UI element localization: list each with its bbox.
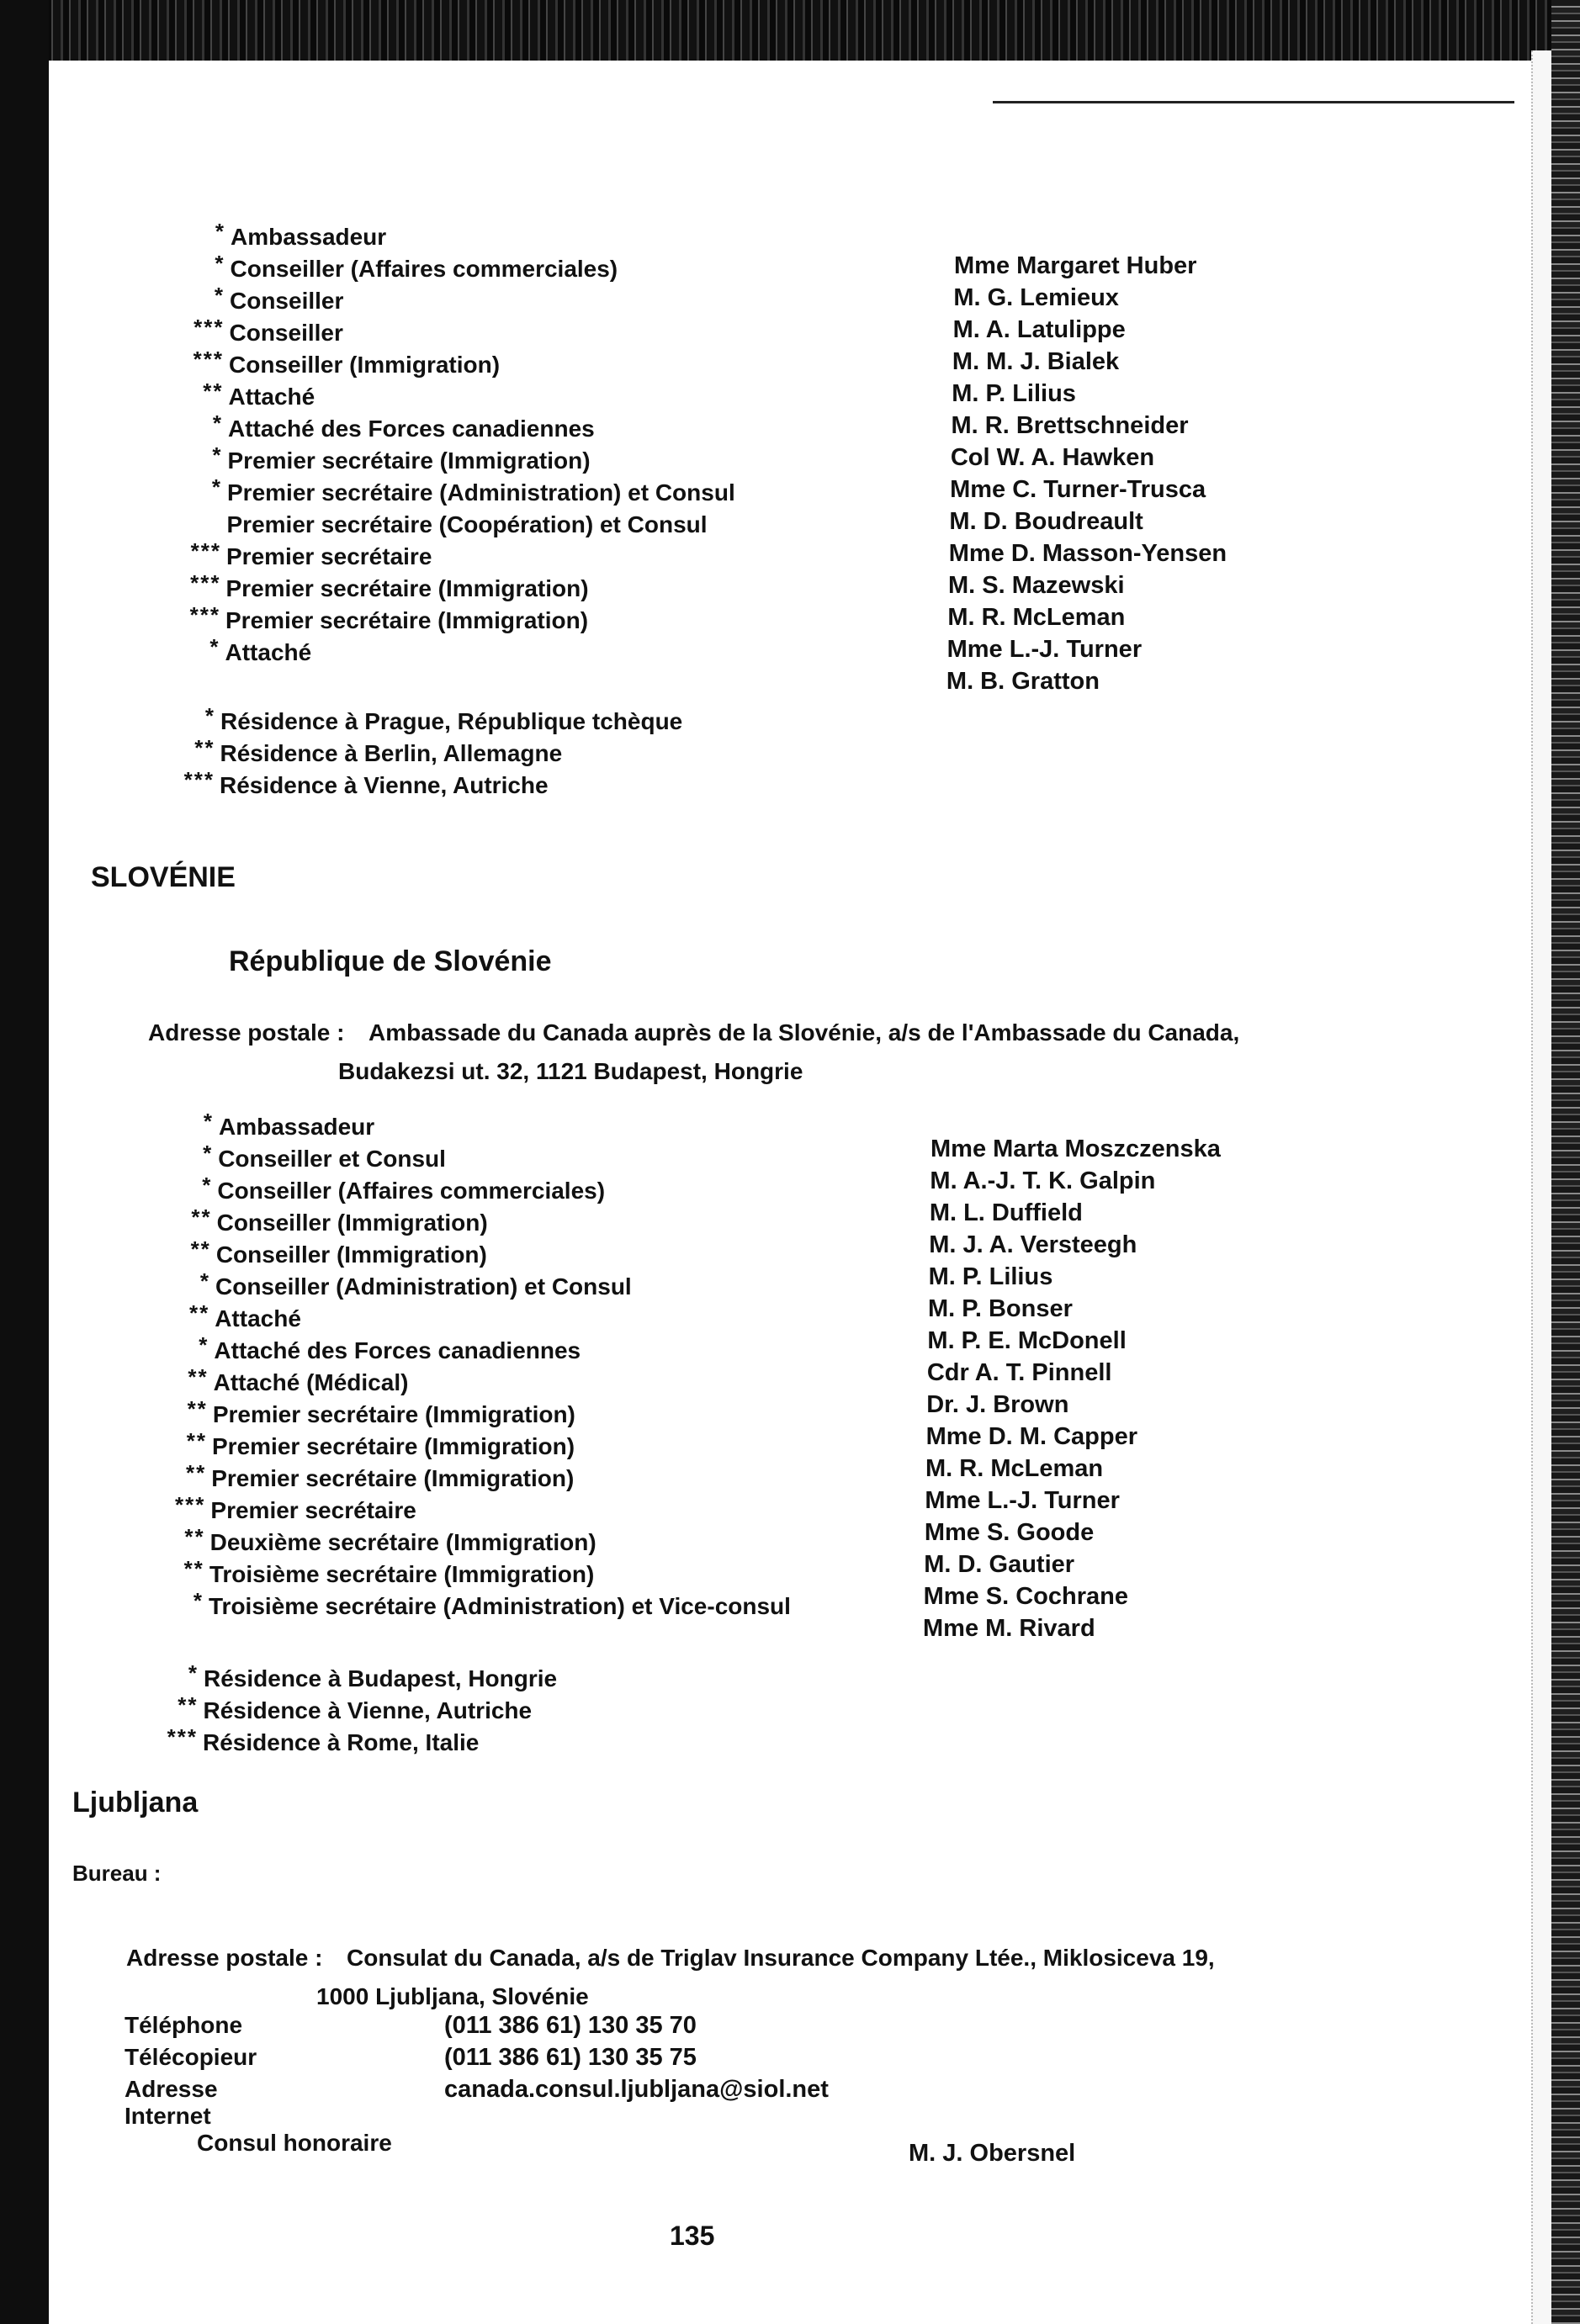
residence-marker: * bbox=[202, 1173, 213, 1198]
staff-title: Conseiller (Immigration) bbox=[215, 1241, 487, 1268]
honorary-consul-title: Consul honoraire bbox=[197, 2130, 392, 2156]
residence-text: Résidence à Berlin, Allemagne bbox=[220, 740, 563, 766]
postal-address-line1: Ambassade du Canada auprès de la Slovénie, a/s de l'Ambassade du Canada, bbox=[368, 1019, 1240, 1046]
residence-text: Résidence à Budapest, Hongrie bbox=[204, 1665, 558, 1691]
staff-name: Mme D. M. Capper bbox=[925, 1423, 1137, 1450]
consulate-postal-line2: 1000 Ljubljana, Slovénie bbox=[316, 1983, 589, 2009]
staff-name: M. P. Bonser bbox=[928, 1295, 1073, 1322]
scan-border-left bbox=[0, 0, 49, 2324]
staff-title: Ambassadeur bbox=[219, 1114, 375, 1140]
staff-name: M. R. Brettschneider bbox=[951, 412, 1189, 439]
staff-name: Mme S. Goode bbox=[924, 1519, 1095, 1546]
residence-marker: *** bbox=[167, 1724, 198, 1750]
residence-marker: ** bbox=[190, 1236, 211, 1262]
staff-title: Premier secrétaire (Immigration) bbox=[212, 1433, 575, 1459]
document-page bbox=[49, 61, 1504, 2323]
postal-address-label: Adresse postale : bbox=[148, 1019, 345, 1046]
staff-name: Mme M. Rivard bbox=[923, 1615, 1095, 1642]
residence-marker: *** bbox=[193, 347, 224, 372]
residence-marker: * bbox=[209, 634, 220, 659]
staff-name: M. P. Lilius bbox=[928, 1263, 1053, 1290]
residence-marker: *** bbox=[189, 602, 220, 627]
staff-title: Conseiller (Immigration) bbox=[216, 1210, 488, 1236]
residence-marker: * bbox=[215, 251, 225, 276]
residence-text: Résidence à Vienne, Autriche bbox=[203, 1697, 533, 1723]
country-heading: SLOVÉNIE bbox=[91, 861, 236, 893]
staff-name: M. R. McLeman bbox=[947, 604, 1126, 631]
staff-name: M. G. Lemieux bbox=[953, 284, 1119, 311]
staff-title: Troisième secrétaire (Administration) et Vice-consul bbox=[209, 1593, 791, 1619]
residence-marker: ** bbox=[186, 1428, 207, 1453]
city-heading: Ljubljana bbox=[72, 1787, 199, 1818]
staff-name: Col W. A. Hawken bbox=[950, 444, 1155, 471]
staff-name: M. B. Gratton bbox=[946, 668, 1100, 695]
residence-marker: ** bbox=[185, 1460, 207, 1485]
staff-title: Attaché bbox=[225, 639, 312, 665]
residence-marker: ** bbox=[194, 735, 215, 760]
staff-title: Conseiller et Consul bbox=[218, 1146, 446, 1172]
staff-name: M. R. McLeman bbox=[925, 1455, 1104, 1482]
residence-marker: *** bbox=[194, 315, 225, 340]
staff-title: Attaché bbox=[228, 384, 315, 410]
residence-text: Résidence à Rome, Italie bbox=[203, 1729, 480, 1755]
staff-name-list bbox=[923, 1136, 1221, 1647]
residence-marker: * bbox=[212, 410, 223, 436]
residence-marker: *** bbox=[190, 538, 221, 564]
residence-marker: ** bbox=[183, 1556, 204, 1581]
staff-name: Mme Marta Moszczenska bbox=[931, 1136, 1221, 1162]
staff-name: M. M. J. Bialek bbox=[952, 348, 1120, 375]
staff-title: Premier secrétaire bbox=[210, 1497, 416, 1523]
honorary-consul-name: M. J. Obersnel bbox=[909, 2140, 1076, 2167]
residence-marker: * bbox=[214, 283, 225, 308]
staff-name: M. A. Latulippe bbox=[952, 316, 1126, 343]
staff-name: Mme C. Turner-Trusca bbox=[950, 476, 1206, 503]
residence-marker: * bbox=[193, 1588, 204, 1613]
staff-title: Conseiller (Administration) et Consul bbox=[215, 1273, 632, 1300]
staff-title: Conseiller (Affaires commerciales) bbox=[230, 256, 618, 282]
staff-name: Mme D. Masson-Yensen bbox=[948, 540, 1227, 567]
staff-title: Premier secrétaire (Administration) et Consul bbox=[227, 479, 735, 506]
fax-value: (011 386 61) 130 35 75 bbox=[444, 2044, 697, 2071]
staff-name: M. A.-J. T. K. Galpin bbox=[930, 1167, 1156, 1194]
staff-name: Mme S. Cochrane bbox=[923, 1583, 1128, 1610]
residence-marker: * bbox=[212, 442, 223, 468]
staff-title: Ambassadeur bbox=[231, 224, 387, 250]
residence-marker: *** bbox=[183, 767, 215, 792]
residence-marker: * bbox=[204, 703, 215, 728]
consulate-postal-label: Adresse postale : bbox=[126, 1945, 323, 1971]
staff-title: Troisième secrétaire (Immigration) bbox=[209, 1561, 595, 1587]
bureau-label: Bureau : bbox=[72, 1861, 162, 1886]
page-number: 135 bbox=[670, 2221, 715, 2251]
internet-label: Adresse Internet bbox=[125, 2076, 218, 2129]
phone-value: (011 386 61) 130 35 70 bbox=[444, 2012, 697, 2039]
residence-marker: * bbox=[203, 1141, 214, 1166]
consulate-postal-line1: Consulat du Canada, a/s de Triglav Insurance Company Ltée., Miklosiceva 19, bbox=[347, 1945, 1215, 1971]
staff-name: M. L. Duffield bbox=[929, 1199, 1083, 1226]
staff-title: Premier secrétaire (Immigration) bbox=[212, 1401, 575, 1427]
residence-marker: ** bbox=[178, 1692, 199, 1718]
fax-label: Télécopieur bbox=[125, 2044, 257, 2070]
staff-title: Deuxième secrétaire (Immigration) bbox=[209, 1529, 596, 1555]
residence-marker: * bbox=[215, 219, 225, 244]
staff-title: Premier secrétaire bbox=[226, 543, 432, 569]
internet-value: canada.consul.ljubljana@siol.net bbox=[444, 2076, 829, 2103]
staff-title: Conseiller (Immigration) bbox=[229, 352, 501, 378]
staff-title: Premier secrétaire (Coopération) et Consul bbox=[226, 511, 708, 537]
residence-marker: ** bbox=[188, 1300, 210, 1326]
residence-marker: ** bbox=[191, 1204, 212, 1230]
residence-marker: ** bbox=[203, 379, 224, 404]
staff-name: M. J. A. Versteegh bbox=[929, 1231, 1137, 1258]
residence-marker: * bbox=[188, 1660, 199, 1686]
staff-name: Mme L.-J. Turner bbox=[946, 636, 1143, 663]
staff-name: Mme Margaret Huber bbox=[954, 252, 1197, 279]
phone-label: Téléphone bbox=[125, 2012, 243, 2038]
staff-title: Premier secrétaire (Immigration) bbox=[227, 447, 591, 474]
residence-text: Résidence à Vienne, Autriche bbox=[220, 772, 549, 798]
staff-name-list bbox=[946, 252, 1227, 700]
scan-border-right bbox=[1551, 0, 1580, 2324]
staff-name: M. S. Mazewski bbox=[948, 572, 1125, 599]
residence-text: Résidence à Prague, République tchèque bbox=[220, 708, 683, 734]
staff-name: M. D. Gautier bbox=[924, 1551, 1075, 1578]
residence-marker: ** bbox=[184, 1524, 205, 1549]
staff-name: M. P. Lilius bbox=[952, 380, 1076, 407]
scan-margin-right bbox=[1531, 50, 1551, 2324]
staff-title: Conseiller bbox=[230, 288, 344, 314]
scan-border-top bbox=[0, 0, 1580, 61]
staff-name: Cdr A. T. Pinnell bbox=[926, 1359, 1112, 1386]
staff-name: M. P. E. McDonell bbox=[927, 1327, 1127, 1354]
staff-name: M. D. Boudreault bbox=[949, 508, 1143, 535]
staff-title: Attaché des Forces canadiennes bbox=[228, 416, 595, 442]
staff-title: Attaché (Médical) bbox=[213, 1369, 409, 1395]
residence-marker: * bbox=[211, 474, 222, 500]
residence-marker: * bbox=[203, 1109, 214, 1134]
staff-title: Attaché des Forces canadiennes bbox=[214, 1337, 581, 1363]
staff-title: Attaché bbox=[215, 1305, 301, 1331]
staff-title: Premier secrétaire (Immigration) bbox=[225, 575, 589, 601]
residence-marker: * bbox=[199, 1268, 210, 1294]
staff-title: Premier secrétaire (Immigration) bbox=[225, 607, 589, 633]
republic-heading: République de Slovénie bbox=[229, 945, 552, 977]
staff-title: Premier secrétaire (Immigration) bbox=[211, 1465, 575, 1491]
residence-marker: *** bbox=[175, 1492, 206, 1517]
postal-address-line2: Budakezsi ut. 32, 1121 Budapest, Hongrie bbox=[338, 1058, 803, 1084]
residence-marker: *** bbox=[190, 570, 221, 596]
staff-title: Conseiller (Affaires commerciales) bbox=[217, 1178, 606, 1204]
staff-name: Mme L.-J. Turner bbox=[925, 1487, 1120, 1514]
staff-name: Dr. J. Brown bbox=[926, 1391, 1069, 1418]
residence-marker: ** bbox=[187, 1396, 208, 1421]
residence-marker: * bbox=[199, 1332, 209, 1358]
residence-marker: ** bbox=[188, 1364, 209, 1390]
staff-title: Conseiller bbox=[229, 320, 343, 346]
